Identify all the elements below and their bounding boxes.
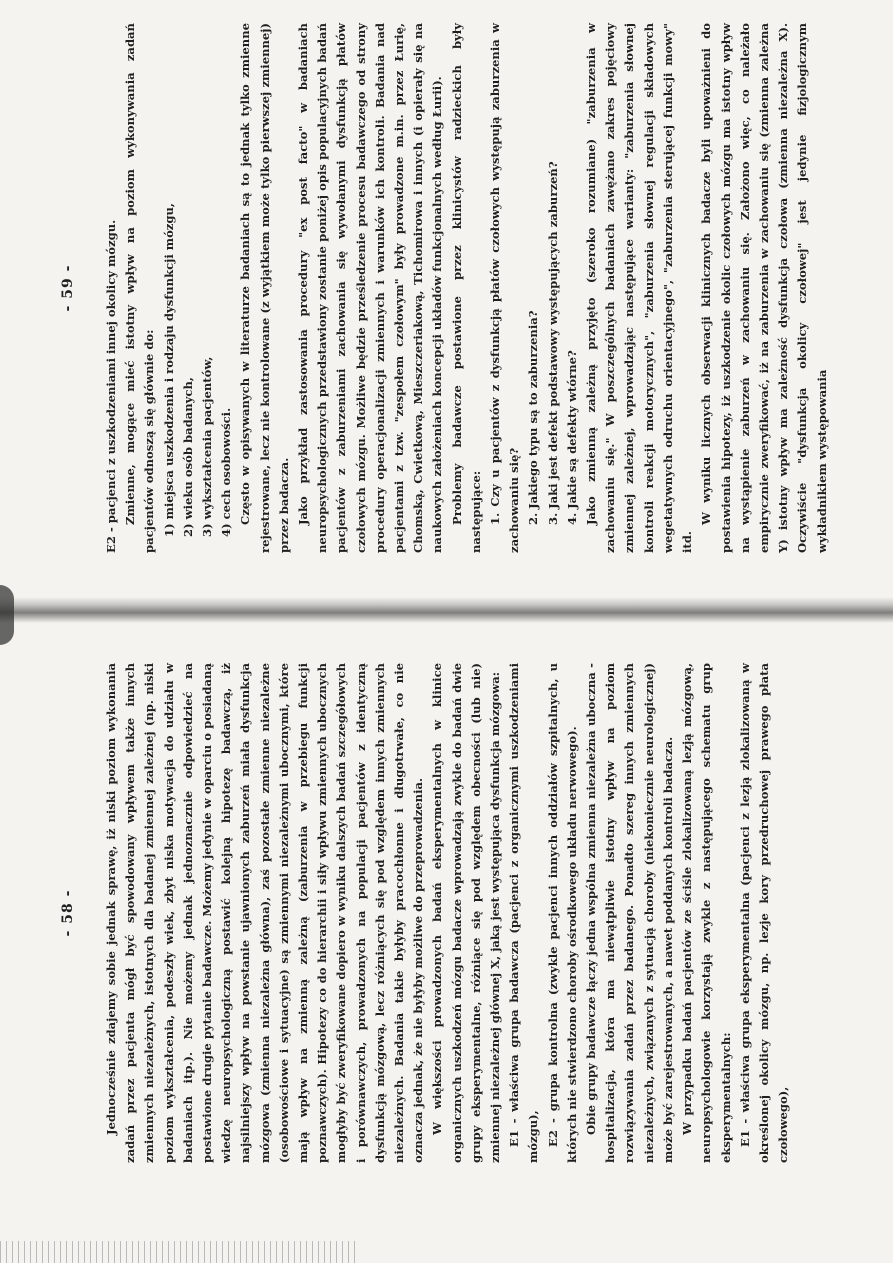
paragraph: Obie grupy badawcze łączy jedna wspólna zmienna niezależna uboczna - hospitalizacja, która ma niewątpliwie istotny wpływ na poziom rozwiązywania zadań przez badanego. Ponadto szereg innych zmiennych niezależnych, związanych z sytuacją choroby (niekoniecznie neurologicznej) może być zarejestrowanych, a nawet poddanych kontroli badacza. <box>584 663 675 1163</box>
right-page-text <box>102 23 832 553</box>
group-item: E1 - właściwa grupa eksperymentalna (pacjenci z lezją zlokalizowaną w określonej okolicy mózgu, np. lezje kory przedruchowej prawego płata czołowego), <box>737 663 791 1163</box>
list-item: 2) wieku osób badanych, <box>180 377 195 537</box>
group-item: E1 - właściwa grupa badawcza (pacjenci z organicznymi uszkodzeniami mózgu), <box>507 663 541 1163</box>
page-gutter-shadow <box>0 597 893 623</box>
page-number-58: - 58 - <box>60 889 76 937</box>
gutter-blot <box>0 585 14 645</box>
paragraph: Jako zmienną zależną przyjęto (szeroko rozumiane) "zaburzenia w zachowaniu się." W poszczególnych badaniach zawężano zakres pojęciowy zmiennej zależnej, wprowadzając następujące warianty: "zaburzenia słownej kontroli reakcji motorycznych", "zaburzenia słownej regulacji składowych wegetatywnych odruchu orientacyjnego", "zaburzenia sterującej funkcji mowy" itd. <box>584 23 695 553</box>
list-item: 1) miejsca uszkodzenia i rodzaju dysfunkcji mózgu, <box>161 203 176 537</box>
list-item: 4) cech osobowości. <box>219 407 234 537</box>
right-page <box>0 13 893 583</box>
paragraph: Często w opisywanych w literaturze badaniach są to jednak tylko zmienne rejestrowane, lecz nie kontrolowane (z wyjątkiem może tylko pierwszej zmiennej) przez badacza. <box>238 23 291 553</box>
group-item: E2 - grupa kontrolna (zwykle pacjenci innych oddziałów szpitalnych, u których nie stwierdzono choroby ośrodkowego układu nerwowego). <box>545 663 579 1163</box>
list-item: 1. Czy u pacjentów z dysfunkcją płatów czołowych występują zaburzenia w zachowaniu się? <box>488 23 522 553</box>
list-item: 3) wykształcenia pacjentów, <box>200 356 215 537</box>
paragraph: Problemy badawcze postawione przez klinicystów radzieckich były następujące: <box>449 23 483 553</box>
paragraph: W przypadku badań pacjentów ze ściśle zlokalizowaną lezją mózgową, neuropsychologowie korzystają zwykle z następującego schematu grup eksperymentalnych: <box>680 663 733 1163</box>
paragraph: W wyniku licznych obserwacji klinicznych badacze byli upoważnieni do postawienia hipotezy, iż uszkodzenie okolic czołowych mózgu ma istotny wpływ na wystąpienie zaburzeń w zachowaniu się. Założono więc, co należało empirycznie zweryfikować, iż na zaburzenia w zachowaniu się (zmienna zależna Y) istotny wpływ ma zależność dysfunkcja czołowa (zmienna niezależna X). Oczywiście "dysfunkcja okolicy czołowej" jest jedynie fizjologicznym wykładnikiem występowania <box>699 23 829 553</box>
paragraph: W większości prowadzonych badań eksperymentalnych w klinice organicznych uszkodzeń mózgu badacze wprowadzają zwykle do badań dwie grupy eksperymentalne, różniące się pod względem obecności (lub nie) zmiennej niezależnej głównej X, jaką jest występująca dysfunkcja mózgowa: <box>430 663 503 1163</box>
scan-edge-noise <box>0 1241 360 1263</box>
left-page-text <box>102 663 793 1163</box>
list-item: 4. Jakie są defekty wtórne? <box>564 350 579 525</box>
page-number-59: - 59 - <box>60 264 76 312</box>
list-item: 2. Jakiego typu są to zaburzenia? <box>526 310 541 525</box>
paragraph: Jednocześnie zdajemy sobie jednak sprawę, iż niski poziom wykonania zadań przez pacjenta mógł być spowodowany wpływem także innych zmiennych niezależnych, istotnych dla badanej zmiennej zależnej (np. niski poziom wykształcenia, podeszły wiek, zbyt niska motywacja do udziału w badaniach itp.). Nie możemy jednak jednoznacznie odpowiedzieć na postawione drugie pytanie badawcze. Możemy jedynie w oparciu o posiadaną wiedzę neuropsychologiczną postawić kolejną hipotezę badawczą, iż najsilniejszy wpływ na powstanie ujawnionych zaburzeń miała dysfunkcja mózgowa (zmienna niezależna główna), zaś pozostałe zmienne niezależne (osobowościowe i sytuacyjne) są zmiennymi niezależnymi ubocznymi, które mają wpływ na zmienną zależną (zaburzenia w przebiegu funkcji poznawczych). Hipotezy co do hierarchii i siły wpływu zmiennych ubocznych mogłyby być zweryfikowane dopiero w wyniku dalszych badań szczegółowych i porównawczych, prowadzonych na populacji pacjentów z identyczną dysfunkcją mózgową, lecz różniących się pod względem innych zmiennych niezależnych. Badania takie byłyby pracochłonne i długotrwałe, co nie oznacza jednak, że nie byłyby możliwe do przeprowadzenia. <box>104 663 426 1163</box>
list-item: 3. Jaki jest defekt podstawowy występujących zaburzeń? <box>545 161 560 525</box>
paragraph: Jako przykład zastosowania procedury "ex post facto" w badaniach neuropsychologicznych przedstawiony zostanie poniżej opis populacyjnych badań pacjentów z zaburzeniami zachowania się wywołanymi dysfunkcją płatów czołowych mózgu. Możliwe będzie prześledzenie procesu badawczego od strony procedury operacjonalizacji zmiennych i warunków ich kontroli. Badania nad pacjentami z tzw. "zespołem czołowym" były prowadzone m.in. przez Łurię, Chomską, Cwietkową, Mieszczeriakową, Tichomirowa i innych (i opierały się na naukowych założeniach koncepcji układów funkcjonalnych według Łurii). <box>296 23 445 553</box>
group-item: E2 - pacjenci z uszkodzeniami innej okolicy mózgu. <box>104 219 118 553</box>
left-page <box>0 643 893 1243</box>
paragraph: Zmienne, mogące mieć istotny wpływ na poziom wykonywania zadań pacjentów odnoszą się głównie do: <box>123 23 157 553</box>
